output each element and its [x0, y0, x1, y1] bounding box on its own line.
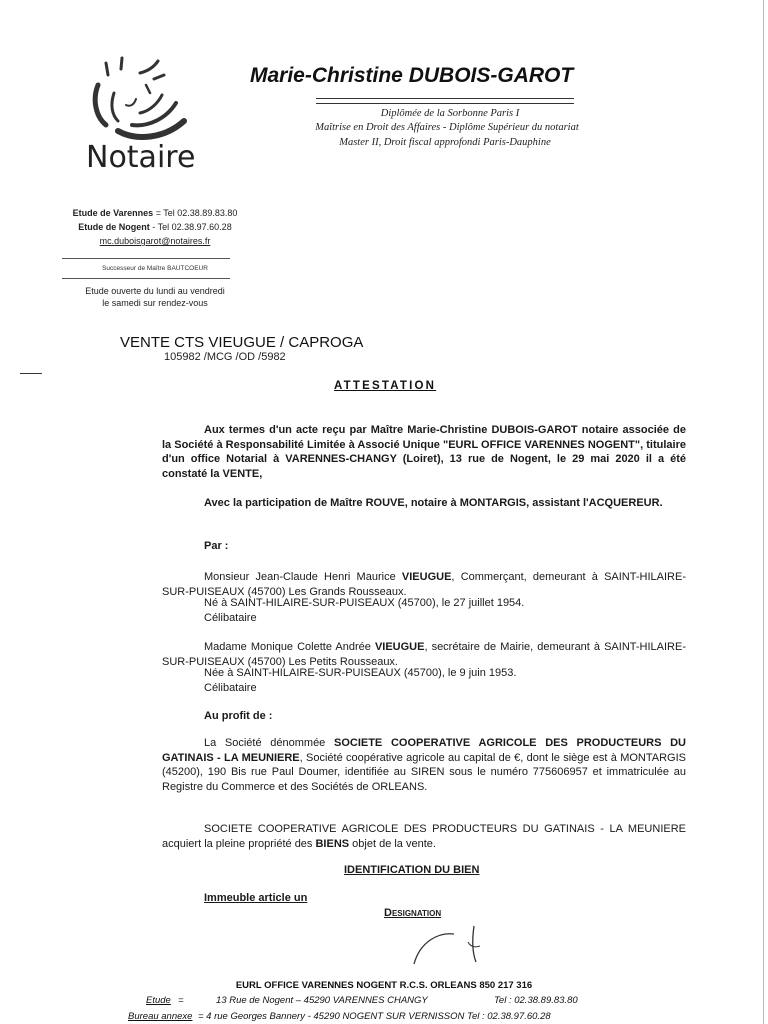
seller-2-status: Célibataire: [204, 682, 257, 694]
margin-mark: [20, 373, 42, 374]
footer-annexe-address: = 4 rue Georges Bannery - 45290 NOGENT SUR VERNISSON Tel : 02.38.97.60.28: [198, 1011, 551, 1022]
paragraph-act: Aux termes d'un acte reçu par Maître Marie-Christine DUBOIS-GAROT notaire associée de la Société à Responsabilité Limitée à Associé Unique "EURL OFFICE VARENNES NOGENT", titulaire d'un office Notarial à VARENNES-CHANGY (Loiret), 13 rue de Nogent, le 29 mai 2020 il a été constaté la VENTE,: [162, 424, 686, 480]
contact-varennes: Etude de Varennes = Tel 02.38.89.83.80: [72, 208, 238, 218]
reference-title: VENTE CTS VIEUGUE / CAPROGA: [120, 334, 364, 351]
opening-hours: Etude ouverte du lundi au vendredi: [85, 286, 225, 296]
document-heading: ATTESTATION: [334, 380, 437, 392]
footer-etude-tel: Tel : 02.38.89.83.80: [494, 995, 578, 1006]
footer-etude-address: 13 Rue de Nogent – 45290 VARENNES CHANGY: [216, 995, 428, 1006]
header-divider: [316, 98, 574, 104]
diploma-line: Maîtrise en Droit des Affaires - Diplôme Supérieur du notariat: [315, 122, 579, 133]
section-immeuble: Immeuble article un: [204, 892, 308, 904]
paragraph-participation: Avec la participation de Maître ROUVE, notaire à MONTARGIS, assistant l'ACQUEREUR.: [204, 497, 663, 509]
buyer-paragraph: La Société dénommée SOCIETE COOPERATIVE AGRICOLE DES PRODUCTEURS DU GATINAIS - LA MEUNIERE, Société coopérative agricole au capital de €, dont le siège est à MONTARGIS (45200), 190 Bis rue Paul Doumer, identifiée au SIREN sous le numéro 775606957 et immatriculée au Registre du Commerce et des Sociétés de ORLEANS.: [162, 737, 687, 793]
contact-nogent: Etude de Nogent - Tel 02.38.97.60.28: [78, 222, 232, 232]
footer-equals: =: [178, 995, 184, 1006]
logo-wordmark: Notaire: [86, 140, 196, 175]
footer-company: EURL OFFICE VARENNES NOGENT R.C.S. ORLEANS 850 217 316: [235, 980, 533, 991]
footer-etude-label: Etude: [146, 995, 171, 1006]
diploma-line: Diplômée de la Sorbonne Paris I: [380, 108, 520, 119]
footer-annexe-label: Bureau annexe: [128, 1011, 193, 1022]
page-edge: [763, 0, 764, 1024]
section-designation: Designation: [384, 907, 442, 919]
acquisition-paragraph: SOCIETE COOPERATIVE AGRICOLE DES PRODUCTEURS DU GATINAIS - LA MEUNIERE acquiert la pleine propriété des BIENS objet de la vente.: [162, 823, 686, 850]
opening-hours: le samedi sur rendez-vous: [102, 298, 208, 308]
seller-2: Madame Monique Colette Andrée VIEUGUE, secrétaire de Mairie, demeurant à SAINT-HILAIRE-SUR-PUISEAUX (45700) Les Petits Rousseaux.: [162, 641, 686, 668]
contact-divider: [62, 278, 230, 279]
contact-divider: [62, 258, 230, 259]
section-identification: IDENTIFICATION DU BIEN: [344, 864, 480, 876]
seller-1-birth: Né à SAINT-HILAIRE-SUR-PUISEAUX (45700), le 27 juillet 1954.: [204, 597, 525, 609]
successor-note: Successeur de Maître BAUTCOEUR: [102, 265, 208, 272]
contact-email-link[interactable]: mc.duboisgarot@notaires.fr: [99, 236, 211, 246]
label-par: Par :: [204, 540, 229, 552]
notary-name: Marie-Christine DUBOIS-GAROT: [250, 64, 574, 87]
initials-signature-icon: [410, 922, 490, 970]
notaire-emblem-icon: [88, 55, 198, 145]
seller-1: Monsieur Jean-Claude Henri Maurice VIEUGUE, Commerçant, demeurant à SAINT-HILAIRE-SUR-PUISEAUX (45700) Les Grands Rousseaux.: [162, 571, 686, 598]
label-profit: Au profit de :: [204, 710, 273, 722]
seller-2-birth: Née à SAINT-HILAIRE-SUR-PUISEAUX (45700), le 9 juin 1953.: [204, 667, 517, 679]
reference-number: 105982 /MCG /OD /5982: [164, 351, 286, 363]
diploma-line: Master II, Droit fiscal approfondi Paris-Dauphine: [339, 137, 551, 148]
seller-1-status: Célibataire: [204, 612, 257, 624]
